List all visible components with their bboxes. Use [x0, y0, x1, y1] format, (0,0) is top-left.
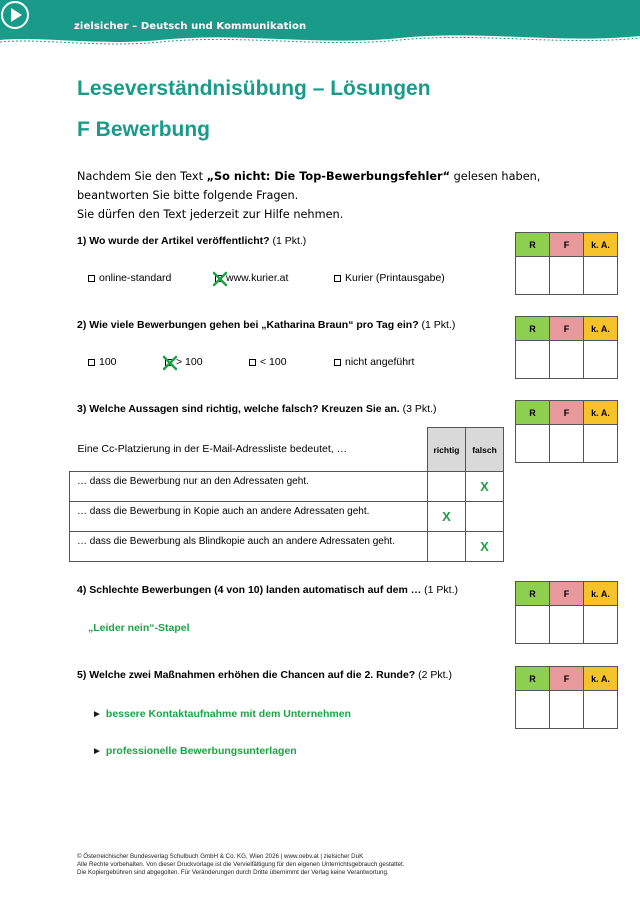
rfk-grid-2 [515, 316, 618, 379]
rfk-f-label: F [550, 317, 584, 341]
q5-answer-1-text: bessere Kontaktaufnahme mit dem Unternehmen [105, 708, 351, 720]
q3-row-1-falsch[interactable] [466, 472, 504, 502]
q2-option-1[interactable] [88, 356, 117, 368]
question-1-text: 1) Wo wurde der Artikel veröffentlicht? [77, 235, 270, 247]
rfk-r-cell[interactable] [516, 425, 550, 463]
question-2-text: 2) Wie viele Bewerbungen gehen bei „Katharina Braun“ pro Tag ein? [77, 319, 419, 331]
q1-option-2-label: www.kurier.at [226, 272, 289, 284]
intro-text-title: „So nicht: Die Top-Bewerbungsfehler“ [206, 170, 451, 183]
checkbox[interactable] [88, 359, 95, 366]
rfk-r-cell[interactable] [516, 606, 550, 644]
question-4 [77, 584, 458, 596]
q3-header-richtig: richtig [428, 428, 466, 472]
rfk-k-label: k. A. [584, 317, 618, 341]
q4-answer: „Leider nein“-Stapel [88, 622, 190, 634]
intro-post: gelesen haben, beantworten Sie bitte folgende Fragen. [77, 170, 541, 202]
footer [77, 853, 404, 877]
rfk-f-label: F [550, 667, 584, 691]
rfk-r-label: R [516, 401, 550, 425]
x-mark: X [480, 539, 489, 554]
q3-statement-table [69, 427, 504, 562]
triangle-bullet-icon: ► [92, 709, 102, 720]
rfk-f-cell[interactable] [550, 257, 584, 295]
rfk-f-cell[interactable] [550, 606, 584, 644]
triangle-bullet-icon: ► [92, 746, 102, 757]
rfk-f-cell[interactable] [550, 425, 584, 463]
checkbox-checked[interactable] [165, 359, 172, 366]
q2-option-2-label: > 100 [176, 356, 203, 368]
rfk-k-cell[interactable] [584, 425, 618, 463]
question-5 [77, 669, 452, 681]
q2-option-3[interactable] [249, 356, 287, 368]
q3-row-3-falsch[interactable] [466, 532, 504, 562]
rfk-k-label: k. A. [584, 233, 618, 257]
rfk-grid-3 [515, 400, 618, 463]
checkbox[interactable] [334, 275, 341, 282]
q1-option-1-label: online-standard [99, 272, 172, 284]
rfk-k-label: k. A. [584, 667, 618, 691]
rfk-k-cell[interactable] [584, 691, 618, 729]
play-logo-icon [0, 0, 30, 30]
q3-row-2-richtig[interactable] [428, 502, 466, 532]
rfk-grid-4 [515, 581, 618, 644]
intro-pre: Nachdem Sie den Text [77, 170, 207, 183]
q2-option-4-label: nicht angeführt [345, 356, 415, 368]
rfk-f-label: F [550, 233, 584, 257]
rfk-k-label: k. A. [584, 582, 618, 606]
rfk-f-label: F [550, 401, 584, 425]
question-3-text: 3) Welche Aussagen sind richtig, welche falsch? Kreuzen Sie an. [77, 403, 400, 415]
question-1-points: (1 Pkt.) [272, 235, 307, 247]
q5-answer-2 [92, 745, 297, 757]
intro-text [77, 167, 567, 224]
rfk-r-label: R [516, 317, 550, 341]
question-3-points: (3 Pkt.) [402, 403, 437, 415]
check-x-icon [211, 270, 229, 288]
rfk-r-label: R [516, 582, 550, 606]
question-3 [77, 403, 436, 415]
table-row [70, 472, 504, 502]
q3-header-falsch: falsch [466, 428, 504, 472]
intro-line3: Sie dürfen den Text jederzeit zur Hilfe nehmen. [77, 208, 344, 221]
rfk-k-cell[interactable] [584, 606, 618, 644]
q3-row-3-richtig[interactable] [428, 532, 466, 562]
page-title: Leseverständnisübung – Lösungen [77, 77, 431, 100]
q1-option-3[interactable] [334, 272, 445, 284]
q2-option-1-label: 100 [99, 356, 117, 368]
q1-option-2[interactable] [215, 272, 288, 284]
footer-line-1: © Österreichischer Bundesverlag Schulbuch GmbH & Co. KG, Wien 2026 | www.oebv.at | zielsicher DuK [77, 853, 364, 860]
q3-row-3-text: … dass die Bewerbung als Blindkopie auch an andere Adressaten geht. [70, 532, 428, 562]
x-mark: X [442, 509, 451, 524]
q3-row-2-text: … dass die Bewerbung in Kopie auch an andere Adressaten geht. [70, 502, 428, 532]
q3-row-1-richtig[interactable] [428, 472, 466, 502]
rfk-grid-5 [515, 666, 618, 729]
check-x-icon [161, 354, 179, 372]
rfk-r-cell[interactable] [516, 257, 550, 295]
checkbox[interactable] [249, 359, 256, 366]
q3-row-2-falsch[interactable] [466, 502, 504, 532]
question-4-text: 4) Schlechte Bewerbungen (4 von 10) landen automatisch auf dem … [77, 584, 422, 596]
rfk-r-cell[interactable] [516, 341, 550, 379]
checkbox-checked[interactable] [215, 275, 222, 282]
table-row [70, 532, 504, 562]
q5-answer-1 [92, 708, 351, 720]
header-band [0, 0, 640, 48]
rfk-grid-1 [515, 232, 618, 295]
q2-option-3-label: < 100 [260, 356, 287, 368]
rfk-f-label: F [550, 582, 584, 606]
table-row [70, 502, 504, 532]
checkbox[interactable] [88, 275, 95, 282]
question-5-points: (2 Pkt.) [418, 669, 452, 681]
page-subtitle: F Bewerbung [77, 118, 211, 141]
rfk-r-label: R [516, 233, 550, 257]
q3-row-1-text: … dass die Bewerbung nur an den Adressaten geht. [70, 472, 428, 502]
q2-option-2[interactable] [165, 356, 203, 368]
question-4-points: (1 Pkt.) [424, 584, 459, 596]
rfk-k-cell[interactable] [584, 341, 618, 379]
question-2-points: (1 Pkt.) [421, 319, 456, 331]
q2-option-4[interactable] [334, 356, 414, 368]
rfk-k-cell[interactable] [584, 257, 618, 295]
question-5-text: 5) Welche zwei Maßnahmen erhöhen die Chancen auf die 2. Runde? [77, 669, 416, 681]
question-1 [77, 235, 306, 247]
rfk-r-label: R [516, 667, 550, 691]
footer-line-2: Alle Rechte vorbehalten. Von dieser Druckvorlage ist die Vervielfältigung für den eigenen Unterrichtsgebrauch gestattet. [77, 861, 405, 868]
checkbox[interactable] [334, 359, 341, 366]
question-2 [77, 319, 455, 331]
rfk-r-cell[interactable] [516, 691, 550, 729]
rfk-f-cell[interactable] [550, 341, 584, 379]
rfk-f-cell[interactable] [550, 691, 584, 729]
brand-name: zielsicher – Deutsch und Kommunikation [74, 21, 307, 32]
rfk-k-label: k. A. [584, 401, 618, 425]
q5-answer-2-text: professionelle Bewerbungsunterlagen [105, 745, 297, 757]
q3-lead: Eine Cc-Platzierung in der E-Mail-Adressliste bedeutet, … [77, 443, 348, 456]
x-mark: X [480, 479, 489, 494]
q1-option-1[interactable] [88, 272, 171, 284]
q1-option-3-label: Kurier (Printausgabe) [345, 272, 445, 284]
footer-line-3: Die Kopiergebühren sind abgegolten. Für Veränderungen durch Dritte übernimmt der Verlag keine Verantwortung. [77, 869, 389, 876]
